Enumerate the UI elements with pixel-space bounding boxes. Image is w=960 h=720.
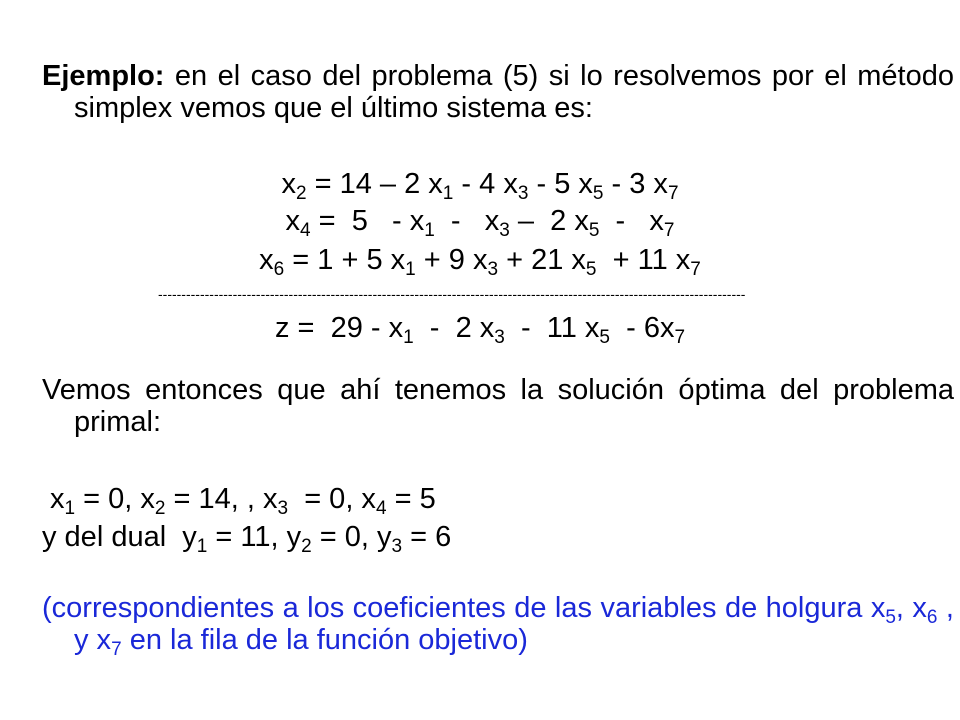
expression-text: y del dual y [42,521,197,553]
subscript: 7 [690,259,701,280]
conclusion-paragraph: Vemos entonces que ahí tenemos la solución óptima del problema primal: [42,374,954,438]
subscript: 7 [674,327,686,348]
expression-text: x [281,168,296,200]
subscript: 3 [517,183,529,204]
expression-text: x [259,244,274,276]
subscript: 7 [663,220,675,241]
expression-text: en la fila de la función objetivo) [121,624,528,656]
subscript: 2 [295,183,307,204]
subscript: 7 [667,183,679,204]
subscript: 3 [499,220,510,241]
subscript: 1 [64,498,76,519]
expression-text: x [50,483,65,515]
expression-text: + 11 x [596,244,691,276]
subscript: 4 [300,220,311,241]
expression-text: - 3 x [603,168,668,200]
expression-text: = 1 + 5 x [284,244,406,276]
expression-text: - 4 x [453,168,518,200]
subscript: 2 [154,498,166,519]
expression-text: + 9 x [415,244,488,276]
expression-text: - 5 x [528,168,593,200]
subscript: 1 [403,327,414,348]
intro-text: en el caso del problema (5) si lo resolvemos por el método simplex vemos que el último sistema es: [74,60,954,124]
expression-text: = 5 - x [310,205,425,237]
subscript: 7 [111,639,122,660]
subscript: 4 [375,498,387,519]
subscript: 6 [273,259,285,280]
expression-text: – 2 x [509,205,589,237]
subscript: 5 [585,259,597,280]
subscript: 3 [277,498,289,519]
expression-text: - 6x [609,312,675,344]
subscript: 5 [592,183,604,204]
expression-text: = 11, y [207,521,302,553]
expression-text: - x [434,205,500,237]
expression-text: (correspondientes a los coeficientes de las variables de holgura x [42,592,886,624]
expression-text: = 0, y [311,521,392,553]
subscript: 3 [487,259,499,280]
expression-text: - 11 x [504,312,600,344]
expression-text: , y x [74,592,954,656]
subscript: 1 [424,220,435,241]
equation-x4 [0,204,960,241]
subscript: 1 [405,259,416,280]
expression-text: = 6 [402,521,452,553]
expression-text: = 5 [386,483,436,515]
expression-text: = 0, x [288,483,376,515]
subscript: 5 [885,607,896,628]
subscript: 3 [494,327,505,348]
intro-paragraph [42,60,954,124]
expression-text: , x [895,592,927,624]
subscript: 5 [599,327,610,348]
expression-text: - 2 x [413,312,495,344]
objective-function [0,311,960,348]
primal-solution [50,482,436,519]
expression-text: = 0, x [75,483,155,515]
subscript: 5 [588,220,600,241]
expression-text: = 14 – 2 x [306,168,443,200]
equation-x2 [0,167,960,204]
expression-text: - x [599,205,664,237]
expression-text: + 21 x [498,244,586,276]
note-paragraph [42,592,954,660]
intro-label: Ejemplo: [42,60,165,92]
subscript: 3 [391,536,403,557]
equation-x6 [0,243,960,280]
subscript: 2 [301,536,312,557]
expression-text: z = 29 - x [274,312,404,344]
subscript: 6 [926,607,938,628]
subscript: 1 [442,183,454,204]
dual-solution [42,520,452,557]
divider-line: ------------------------------------------------------------------------------------------------------------------------------ [158,286,746,302]
expression-text: = 14, , x [165,483,278,515]
expression-text: x [285,205,301,237]
subscript: 1 [196,536,208,557]
